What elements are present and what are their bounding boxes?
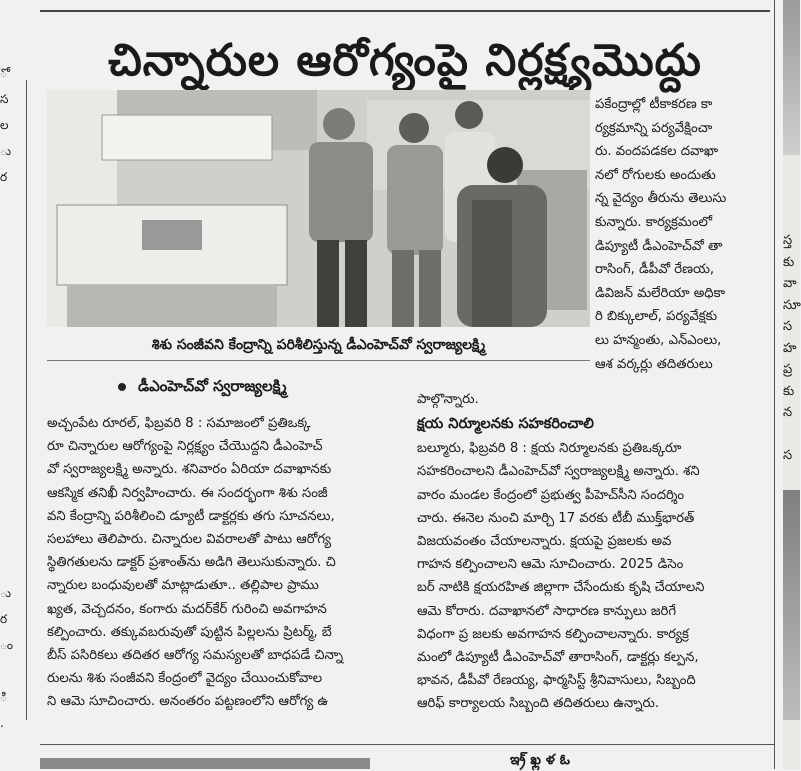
- article-headline: చిన్నారుల ఆరోగ్యంపై నిర్లక్ష్యమొద్దు: [108, 35, 702, 86]
- continuation-line: పాల్గొన్నారు.: [417, 392, 479, 407]
- edge-text-line: [0, 476, 16, 502]
- article-line: రాసింగ్, డీపీవో రేణయ,: [595, 262, 715, 278]
- next-article-photo: [40, 758, 370, 769]
- article-line: బల్మూరు, ఫిబ్రవరి 8 : క్షయ నిర్మూలనకు ప్రతిఒక్కరూ: [417, 441, 682, 457]
- article-line: ర్యక్రమాన్ని పర్యవేక్షించా: [595, 120, 713, 136]
- article-line: ఆరిఫ్ కార్యాలయ సిబ్బంది తదితరులు ఉన్నారు.: [417, 696, 660, 712]
- article-line: విజయవంతం చేయాలన్నారు. క్షయపై ప్రజలకు అవ: [417, 533, 672, 549]
- bullet-icon: [118, 383, 126, 391]
- article-line: వని కేంద్రాన్ని పరిశీలించి డ్యూటీ డాక్టర్లకు తగు సూచనలు,: [47, 508, 335, 524]
- article-line: నలో రోగులకు అందుతు: [595, 167, 716, 183]
- edge-text-line: ల: [0, 118, 9, 132]
- edge-text-line: [0, 320, 16, 346]
- edge-text-line: సూ: [783, 297, 801, 313]
- article-line: గాహన కల్పించాలని ఆమె సూచించారు. 2025 డిసెం: [417, 557, 684, 573]
- edge-text-line: [0, 216, 16, 242]
- article-line: రు. వందపడకల దవాఖా: [595, 144, 719, 160]
- edge-text-line: ు: [0, 586, 12, 600]
- article-column-left: [47, 412, 409, 713]
- bottom-rule: [40, 744, 775, 745]
- article-line: ని ఆమె సూచించారు. అనంతరం పట్టణంలోని ఆరోగ్య ఉ: [47, 694, 329, 710]
- article-line: రి బిక్కులాల్, పర్యవేక్షకు: [595, 309, 718, 325]
- hospital-ward-photo: [47, 90, 590, 327]
- article-line: ఆకస్మిక తనిఖీ నిర్వహించారు. ఈ సందర్భంగా శిశు సంజీ: [47, 485, 328, 501]
- article-line: సహకరించాలని డీఎంహెచ్‌వో స్వరాజ్యలక్ష్మి అన్నారు. శని: [417, 464, 700, 480]
- edge-text-line: కు: [783, 254, 795, 270]
- edge-text-line: ి: [0, 690, 7, 704]
- edge-text-line: .: [0, 716, 4, 730]
- edge-text-line: [0, 424, 16, 450]
- edge-text-line: [0, 528, 16, 554]
- adjacent-article-left-edge: [0, 60, 16, 740]
- top-rule: [40, 10, 770, 12]
- edge-text-line: స: [783, 319, 793, 334]
- edge-text-line: స: [783, 448, 793, 463]
- article-line: బర్ నాటికి క్షయరహిత జిల్లాగా చేసేందుకు కృషి చేయాలని: [417, 580, 705, 596]
- article-line: లు హన్మంతు, ఎన్‌ఎంలు,: [595, 332, 722, 348]
- edge-text-line: [0, 450, 16, 476]
- edge-text-line: స్త: [783, 233, 793, 248]
- article-column-middle: [417, 388, 775, 712]
- edge-text-line: ం: [0, 638, 14, 652]
- article-subheading: [118, 372, 418, 400]
- edge-text-line: ో: [0, 66, 7, 80]
- article-line: విధంగా ప్ర జలకు అవగాహన కల్పించాలన్నారు. కార్యక్ర: [417, 626, 689, 642]
- subheading-text: డీఎంహెచ్‌వో స్వరాజ్యలక్ష్మి: [138, 377, 287, 395]
- adjacent-article-right-edge: [783, 0, 800, 769]
- next-article-edge: [40, 752, 775, 769]
- article-line: ఆమె కోరారు. దవాఖానలో సాధారణ కాన్పులు జరిగే: [417, 603, 677, 619]
- article-line: ఆశ వర్కర్లు తదితరులు: [595, 356, 713, 372]
- article-line: ఖ్యత, వెచ్చదనం, కంగారు మదర్‌కేర్ గురించి అవగాహన: [47, 601, 327, 617]
- edge-text-line: ర: [0, 170, 8, 184]
- article-line: బీస్ పసిరికలు తదితర ఆరోగ్య సమస్యలతో బాధపడే చిన్నా: [47, 647, 344, 663]
- edge-text-line: [0, 242, 16, 268]
- edge-text-line: హ: [783, 340, 797, 356]
- article-line: వారం మండల కేంద్రంలో ప్రభుత్వ పీహెచ్‌సీని సందర్శిం: [417, 487, 685, 503]
- edge-text-line: న: [783, 405, 793, 420]
- adjacent-photo-bottom: [783, 490, 800, 720]
- article-line: రూ చిన్నారుల ఆరోగ్యంపై నిర్లక్ష్యం చేయొద్దని డీఎంహెచ్: [47, 439, 323, 455]
- article-line: స్థితిగతులను డాక్టర్ ప్రశాంత్‌ను అడిగి తెలుసుకున్నారు. చి: [47, 555, 336, 571]
- edge-text-line: [0, 268, 16, 294]
- article-line: వో స్వరాజ్యలక్ష్మి అన్నారు. శనివారం ఏరియా దవాఖానకు: [47, 462, 332, 478]
- article-line: అచ్చంపేట రూరల్, ఫిబ్రవరి 8 : సమాజంలో ప్రతిఒక్క: [47, 416, 311, 431]
- edge-text-line: ర: [0, 612, 8, 626]
- article-line: చారు. ఈనెల నుంచి మార్చి 17 వరకు టీబీ ముక్త్‌భారత్: [417, 510, 695, 526]
- article-line: న్నారుల బంధువులతో మాట్లాడుతూ.. తల్లిపాల ప్రాము: [47, 578, 319, 594]
- photo-caption: శిశు సంజీవని కేంద్రాన్ని పరిశీలిస్తున్న డీఎంహెచ్‌వో స్వరాజ్యలక్ష్మి: [47, 330, 590, 361]
- edge-text-line: [0, 346, 16, 372]
- edge-text-line: [0, 398, 16, 424]
- edge-text-line: [783, 424, 800, 446]
- article-line: డివిజన్ మలేరియా అధికా: [595, 285, 726, 301]
- article-line: పకేంద్రాల్లో టీకాకరణ కా: [595, 97, 713, 112]
- adjacent-photo-top: [783, 0, 800, 155]
- article-line: సలహాలు తెలిపారు. చిన్నారుల వివరాలతో పాటు ఆరోగ్య: [47, 531, 332, 547]
- edge-text-line: [0, 190, 16, 216]
- edge-text-line: ప్ర: [783, 362, 793, 377]
- edge-text-line: [0, 294, 16, 320]
- edge-text-line: కు: [783, 383, 795, 399]
- article-line: కల్పించారు. తక్కువబరువుతో పుట్టిన పిల్లలను ప్రిటర్మ్, బే: [47, 624, 332, 640]
- news-photo: [47, 90, 590, 327]
- column-divider-left: [26, 80, 27, 720]
- article-column-right: [595, 93, 775, 376]
- article-line: కున్నారు. కార్యక్రమంలో: [595, 214, 713, 230]
- edge-text-line: [0, 372, 16, 398]
- article-line: న్న వైద్యం తీరును తెలుసు: [595, 191, 727, 207]
- edge-text-line: [0, 658, 16, 684]
- article-line: మంలో డిప్యూటీ డీఎంహెచ్‌వో తారాసింగ్, డాక్టర్లు కల్పన,: [417, 649, 699, 665]
- edge-text-line: ు: [0, 144, 12, 158]
- edge-text-line: స: [0, 92, 9, 106]
- next-article-headline-fragment: ఇ్ర్ ఖ్ల ళ ఓ: [510, 752, 570, 768]
- article-line: డిప్యూటీ డీఎంహెచ్‌వో తా: [595, 238, 723, 254]
- edge-text-line: [0, 502, 16, 528]
- edge-text-line: [0, 554, 16, 580]
- article-line: రులను శిశు సంజీవని కేంద్రంలో వైద్యం చేయించుకోవాల: [47, 671, 323, 687]
- second-story-subhead: క్షయ నిర్మూలనకు సహకరించాలి: [417, 416, 594, 433]
- edge-text-line: వా: [783, 276, 797, 291]
- article-line: భావన, డీపీవో రేణయ్య, ఫార్మసిస్ట్ శ్రీనివాసులు, సిబ్బంది: [417, 673, 696, 689]
